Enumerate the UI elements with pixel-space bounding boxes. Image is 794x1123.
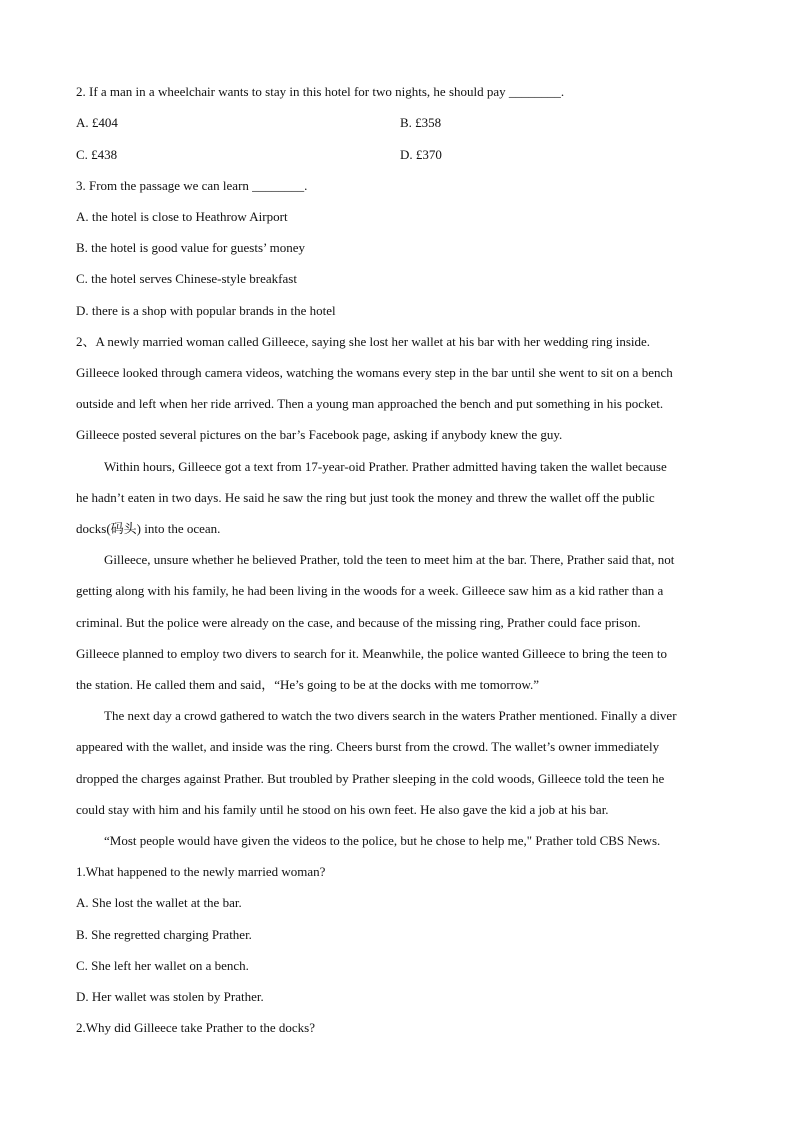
question-3-stem: 3. From the passage we can learn ________. xyxy=(76,178,308,193)
question-2-option-c: C. £438 xyxy=(76,147,118,162)
passage-line: Gilleece planned to employ two divers to search for it. Meanwhile, the police wanted Gilleece to bring the teen to xyxy=(76,646,667,661)
passage-line: The next day a crowd gathered to watch the two divers search in the waters Prather mentioned. Finally a diver xyxy=(104,708,677,723)
question-2-option-d: D. £370 xyxy=(400,147,442,162)
passage2-question-1-option-c: C. She left her wallet on a bench. xyxy=(76,958,249,973)
passage-line: dropped the charges against Prather. But troubled by Prather sleeping in the cold woods, Gilleece told the teen he xyxy=(76,771,665,786)
question-2-option-b: B. £358 xyxy=(400,115,442,130)
question-2-option-a: A. £404 xyxy=(76,115,118,130)
question-3-option-c: C. the hotel serves Chinese-style breakfast xyxy=(76,271,297,286)
question-3-option-a: A. the hotel is close to Heathrow Airport xyxy=(76,209,288,224)
passage-line: outside and left when her ride arrived. Then a young man approached the bench and put something in his pocket. xyxy=(76,396,664,411)
passage-line: appeared with the wallet, and inside was the ring. Cheers burst from the crowd. The wallet’s owner immediately xyxy=(76,739,660,754)
passage-line: 2、A newly married woman called Gilleece, saying she lost her wallet at his bar with her wedding ring inside. xyxy=(76,334,651,349)
passage-line: Within hours, Gilleece got a text from 17-year-oid Prather. Prather admitted having taken the wallet because xyxy=(104,459,667,474)
passage2-question-1-option-a: A. She lost the wallet at the bar. xyxy=(76,895,242,910)
passage2-question-2-stem: 2.Why did Gilleece take Prather to the docks? xyxy=(76,1020,315,1035)
passage-line: docks(码头) into the ocean. xyxy=(76,521,221,536)
passage2-question-1-option-b: B. She regretted charging Prather. xyxy=(76,927,252,942)
question-2-stem: 2. If a man in a wheelchair wants to stay in this hotel for two nights, he should pay ________. xyxy=(76,84,565,99)
passage-line: Gilleece looked through camera videos, watching the womans every step in the bar until she went to sit on a bench xyxy=(76,365,673,380)
passage2-question-1-option-d: D. Her wallet was stolen by Prather. xyxy=(76,989,264,1004)
passage-line: he hadn’t eaten in two days. He said he saw the ring but just took the money and threw the wallet off the public xyxy=(76,490,655,505)
passage2-question-1-stem: 1.What happened to the newly married woman? xyxy=(76,864,326,879)
passage-line: could stay with him and his family until he stood on his own feet. He also gave the kid a job at his bar. xyxy=(76,802,609,817)
passage-line: criminal. But the police were already on the case, and because of the missing ring, Prather could face prison. xyxy=(76,615,641,630)
question-3-option-d: D. there is a shop with popular brands in the hotel xyxy=(76,303,336,318)
passage-line: getting along with his family, he had been living in the woods for a week. Gilleece saw him as a kid rather than a xyxy=(76,583,664,598)
passage-line: the station. He called them and said，“He’s going to be at the docks with me tomorrow.” xyxy=(76,677,540,692)
passage-line: Gilleece posted several pictures on the bar’s Facebook page, asking if anybody knew the guy. xyxy=(76,427,563,442)
passage-line: Gilleece, unsure whether he believed Prather, told the teen to meet him at the bar. There, Prather said that, not xyxy=(104,552,675,567)
passage-line: “Most people would have given the videos to the police, but he chose to help me," Prather told CBS News. xyxy=(104,833,661,848)
question-3-option-b: B. the hotel is good value for guests’ money xyxy=(76,240,306,255)
